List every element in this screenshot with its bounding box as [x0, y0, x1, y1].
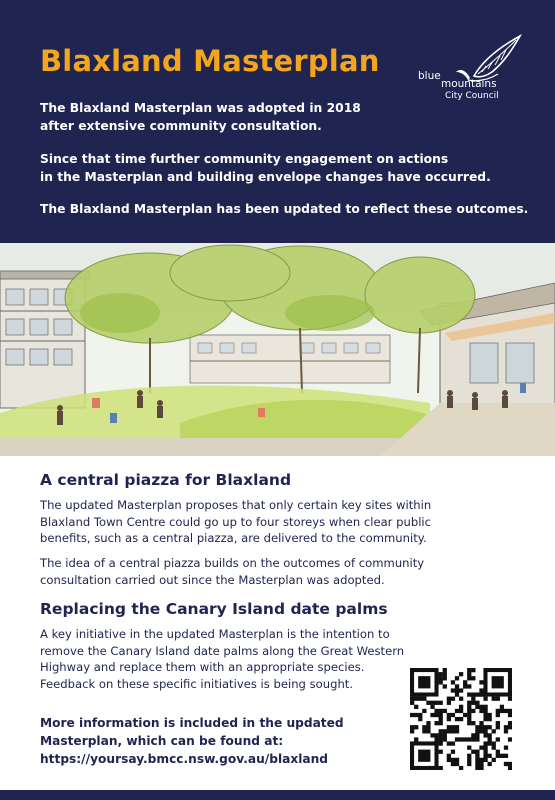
text-line: A key initiative in the updated Masterplan is the intention to: [40, 627, 390, 641]
masterplan-link[interactable]: https://yoursay.bmcc.nsw.gov.au/blaxland: [40, 752, 329, 766]
qr-finder-pattern: [418, 676, 430, 688]
piazza-paragraph-2: [40, 555, 480, 588]
intro-paragraph-1: [40, 100, 361, 135]
council-logo: [412, 32, 524, 112]
intro-line: Since that time further community engagement on actions: [40, 152, 449, 166]
intro-line: The Blaxland Masterplan has been updated to reflect these outcomes.: [40, 202, 529, 216]
text-line: benefits, such as a central piazza, are delivered to the community.: [40, 531, 427, 545]
more-info-line: More information is included in the updated: [40, 716, 344, 730]
piazza-paragraph-1: [40, 497, 480, 547]
text-line: consultation carried out since the Masterplan was adopted.: [40, 572, 385, 587]
more-info-line: Masterplan, which can be found at:: [40, 734, 284, 748]
town-centre-illustration: [0, 243, 555, 456]
logo-text-city-council: City Council: [445, 91, 499, 101]
text-line: remove the Canary Island date palms along the Great Western: [40, 643, 405, 658]
town-centre-piazza-sketch-icon: [0, 243, 555, 456]
intro-line: after extensive community consultation.: [40, 118, 322, 133]
logo-text-blue: blue: [418, 70, 441, 82]
intro-line: in the Masterplan and building envelope changes have occurred.: [40, 169, 491, 184]
intro-paragraph-3: [40, 201, 528, 219]
qr-finder-pattern: [492, 676, 504, 688]
header-banner: [0, 0, 555, 243]
intro-line: The Blaxland Masterplan was adopted in 2018: [40, 101, 361, 115]
qr-finder-pattern: [418, 750, 430, 762]
qr-code-icon[interactable]: [410, 668, 512, 770]
page-title: Blaxland Masterplan: [40, 44, 380, 78]
section-heading-palms: Replacing the Canary Island date palms: [40, 600, 388, 618]
text-line: Highway and replace them with an appropriate species.: [40, 660, 365, 674]
text-line: Feedback on these specific initiatives is being sought.: [40, 676, 354, 691]
footer-band: [0, 790, 555, 800]
qr-code-graphic: [410, 668, 512, 770]
logo-text-mountains: mountains: [441, 78, 497, 90]
intro-paragraph-2: [40, 151, 491, 186]
text-line: The idea of a central piazza builds on the outcomes of community: [40, 556, 425, 570]
more-info: [40, 714, 344, 768]
text-line: The updated Masterplan proposes that only certain key sites within: [40, 498, 432, 512]
text-line: Blaxland Town Centre could go up to four storeys when clear public: [40, 514, 432, 529]
section-heading-piazza: A central piazza for Blaxland: [40, 471, 292, 489]
